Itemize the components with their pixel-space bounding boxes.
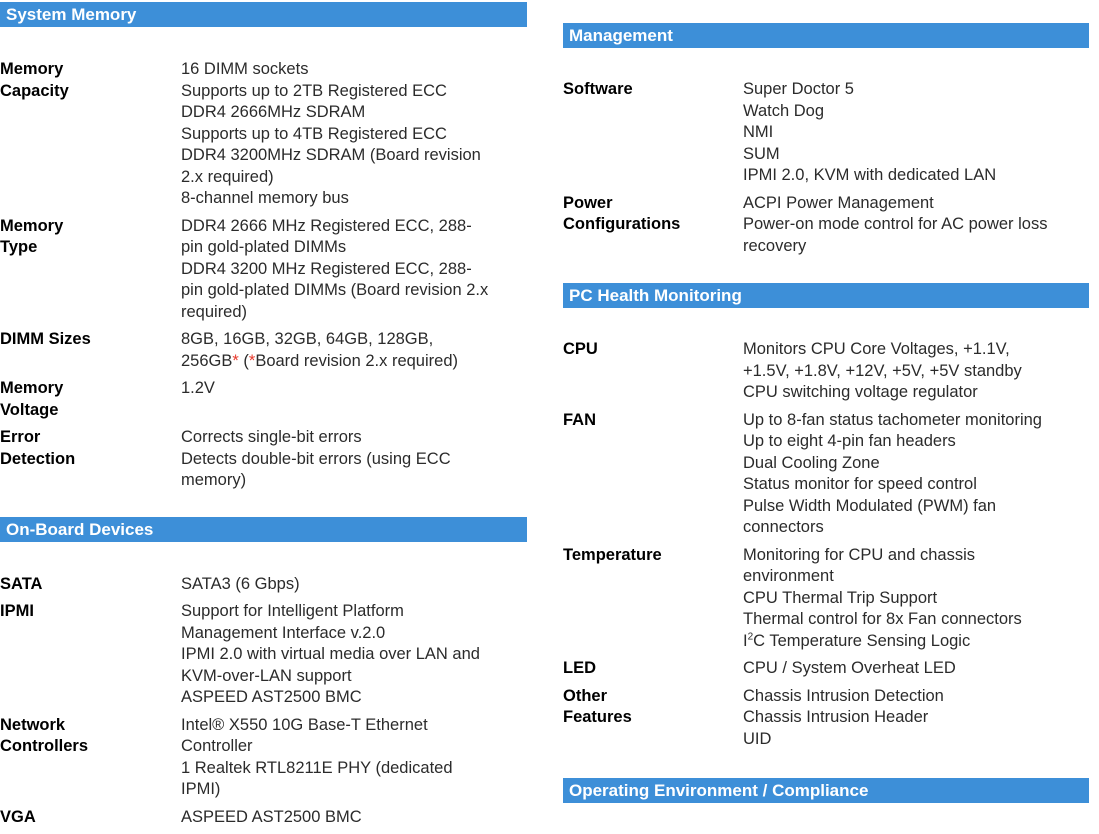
- spec-label: DIMM Sizes: [0, 330, 91, 348]
- spec-label: Temperature: [563, 545, 662, 564]
- spec-row-ipmi: [0, 601, 527, 709]
- spec-row-sata: [0, 574, 527, 596]
- spec-value: Up to 8-fan status tachometer monitoring Up to eight 4-pin fan headers Dual Cooling Zone Status monitor for speed control Pulse Width Modulated (PWM) fan connectors: [743, 410, 1042, 536]
- spec-row-memory-voltage: [0, 378, 527, 421]
- spec-row-fan: [563, 410, 1089, 539]
- spec-row-power-configurations: [563, 193, 1089, 258]
- spec-label: SATA: [0, 574, 43, 593]
- spec-value: 16 DIMM sockets Supports up to 2TB Registered ECC DDR4 2666MHz SDRAM Supports up to 4TB Registered ECC DDR4 3200MHz SDRAM (Board revision 2.x required) 8-channel memory bus: [181, 60, 481, 207]
- right-column: [563, 0, 1089, 803]
- spec-label: Software: [563, 80, 633, 98]
- spec-value: Monitoring for CPU and chassis environment CPU Thermal Trip Support Thermal control for 8x Fan connectors $I^2C$ Temperature Sensing Logic: [743, 545, 1022, 650]
- spec-row-vga: [0, 807, 527, 829]
- spec-label: Error Detection: [0, 428, 76, 468]
- spec-value: Corrects single-bit errors Detects double-bit errors (using ECC memory): [181, 428, 451, 489]
- spec-row-led: [563, 658, 1089, 680]
- section-header-pc-health-monitoring: PC Health Monitoring: [563, 283, 1089, 308]
- spec-value: SATA3 (6 Gbps): [181, 574, 300, 593]
- spec-label: Power Configurations: [563, 193, 681, 233]
- spec-value: DDR4 2666 MHz Registered ECC, 288- pin gold-plated DIMMs DDR4 3200 MHz Registered ECC, 288- pin gold-plated DIMMs (Board revision 2.x required): [181, 216, 489, 321]
- spec-row-other-features: [563, 686, 1089, 751]
- spec-row-network-controllers: [0, 715, 527, 801]
- left-column: [0, 0, 527, 828]
- spec-value: Super Doctor 5 Watch Dog NMI SUM IPMI 2.0, KVM with dedicated LAN: [743, 80, 997, 184]
- section-header-onboard-devices: On-Board Devices: [0, 517, 527, 542]
- spec-value: 1.2V: [181, 379, 215, 397]
- spec-row-temperature: [563, 545, 1089, 653]
- spec-value: Monitors CPU Core Voltages, +1.1V, +1.5V, +1.8V, +12V, +5V, +5V standby CPU switching voltage regulator: [743, 340, 1022, 401]
- spec-value: ASPEED AST2500 BMC: [181, 807, 362, 826]
- spec-label: Memory Type: [0, 216, 64, 256]
- section-header-operating-environment: Operating Environment / Compliance: [563, 778, 1089, 803]
- spec-row-dimm-sizes: [0, 329, 527, 372]
- spec-value: Support for Intelligent Platform Management Interface v.2.0 IPMI 2.0 with virtual media over LAN and KVM-over-LAN support ASPEED AST2500 BMC: [181, 602, 480, 706]
- spec-row-cpu: [563, 339, 1089, 404]
- spec-row-error-detection: [0, 427, 527, 492]
- footnote-asterisk: *: [248, 351, 256, 370]
- spec-row-memory-type: [0, 216, 527, 324]
- spec-row-software: [563, 79, 1089, 187]
- spec-label: IPMI: [0, 602, 34, 620]
- spec-value: ACPI Power Management Power-on mode control for AC power loss recovery: [743, 193, 1048, 255]
- footnote-asterisk: *: [232, 351, 239, 370]
- spec-label: Memory Capacity: [0, 60, 69, 100]
- spec-label: LED: [563, 659, 596, 677]
- spec-value: 8GB, 16GB, 32GB, 64GB, 128GB, 256GB* (*Board revision 2.x required): [181, 330, 458, 370]
- spec-row-memory-capacity: [0, 59, 527, 210]
- spec-value: CPU / System Overheat LED: [743, 659, 956, 677]
- spec-value: Chassis Intrusion Detection Chassis Intrusion Header UID: [743, 686, 944, 748]
- spec-label: VGA: [0, 807, 36, 826]
- spec-value: Intel® X550 10G Base-T Ethernet Controller 1 Realtek RTL8211E PHY (dedicated IPMI): [181, 715, 453, 798]
- section-header-management: Management: [563, 23, 1089, 48]
- spec-label: CPU: [563, 340, 598, 358]
- spec-label: Other Features: [563, 686, 632, 726]
- spec-label: FAN: [563, 410, 596, 429]
- section-header-system-memory: System Memory: [0, 2, 527, 27]
- spec-label: Memory Voltage: [0, 379, 64, 419]
- spec-label: Network Controllers: [0, 715, 89, 755]
